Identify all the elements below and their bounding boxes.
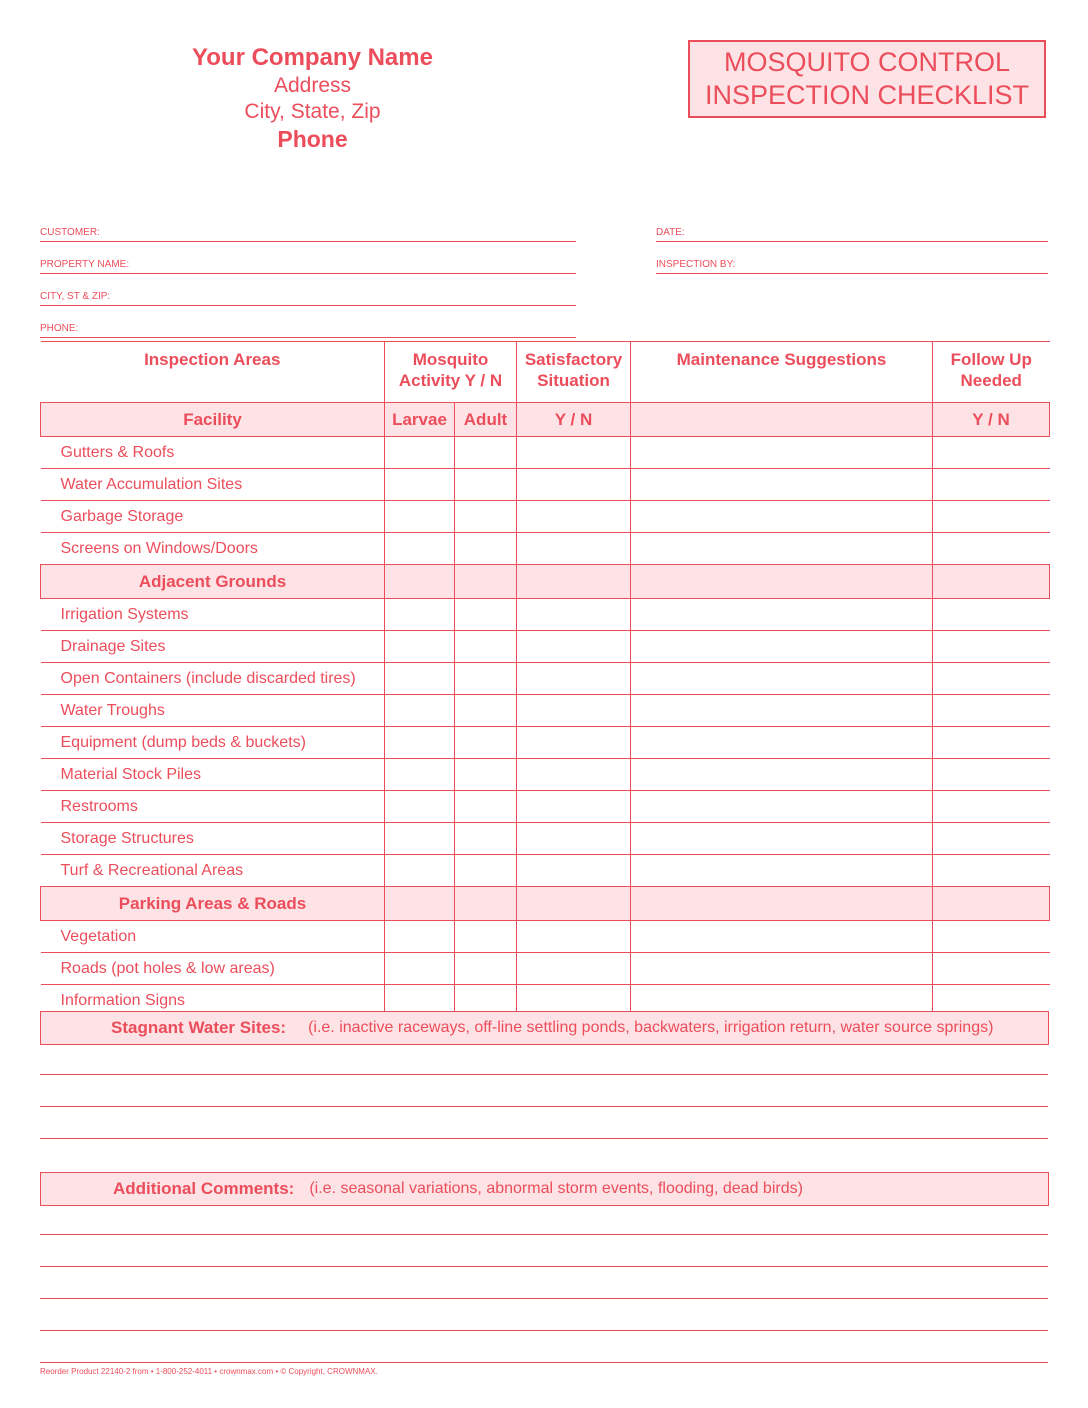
adjacent-item-label: Open Containers (include discarded tires) (41, 663, 385, 695)
maintenance-cell[interactable] (631, 727, 933, 759)
maintenance-cell[interactable] (631, 533, 933, 565)
header-inspection-areas: Inspection Areas (41, 342, 385, 403)
maintenance-cell[interactable] (631, 791, 933, 823)
larvae-cell[interactable] (385, 855, 455, 887)
facility-item-label: Screens on Windows/Doors (41, 533, 385, 565)
company-city-state-zip: City, State, Zip (244, 100, 381, 123)
followup-cell[interactable] (933, 695, 1050, 727)
followup-cell[interactable] (933, 501, 1050, 533)
larvae-cell[interactable] (385, 727, 455, 759)
maintenance-cell[interactable] (631, 759, 933, 791)
comments-line-2[interactable] (40, 1266, 1048, 1267)
satisfactory-cell[interactable] (517, 855, 631, 887)
satisfactory-cell[interactable] (517, 599, 631, 631)
adult-cell[interactable] (455, 759, 517, 791)
larvae-cell[interactable] (385, 599, 455, 631)
comments-label: Additional Comments: (113, 1179, 295, 1198)
adult-cell[interactable] (455, 727, 517, 759)
property-name-label: PROPERTY NAME: (40, 259, 130, 270)
maintenance-cell[interactable] (631, 823, 933, 855)
table-row (41, 599, 1050, 631)
satisfactory-cell[interactable] (517, 727, 631, 759)
adult-cell[interactable] (455, 855, 517, 887)
facility-item-label: Garbage Storage (41, 501, 385, 533)
table-row (41, 823, 1050, 855)
header-follow-up: Follow Up Needed (933, 342, 1050, 403)
maintenance-cell[interactable] (631, 855, 933, 887)
section-band-adjacent (41, 565, 1050, 599)
larvae-cell[interactable] (385, 921, 455, 953)
inspection-by-field[interactable] (656, 260, 1048, 274)
adult-cell[interactable] (455, 469, 517, 501)
stagnant-line-1[interactable] (40, 1074, 1048, 1075)
form-title-line2: INSPECTION CHECKLIST (704, 80, 1030, 110)
followup-cell[interactable] (933, 727, 1050, 759)
adult-cell[interactable] (455, 663, 517, 695)
table-row (41, 855, 1050, 887)
stagnant-line-3[interactable] (40, 1138, 1048, 1139)
phone-field[interactable] (40, 324, 576, 338)
table-row (41, 469, 1050, 501)
adjacent-item-label: Equipment (dump beds & buckets) (41, 727, 385, 759)
followup-cell[interactable] (933, 469, 1050, 501)
adult-cell[interactable] (455, 501, 517, 533)
inspection-by-label: INSPECTION BY: (656, 259, 736, 270)
adult-cell[interactable] (455, 953, 517, 985)
larvae-cell[interactable] (385, 469, 455, 501)
adjacent-item-label: Water Troughs (41, 695, 385, 727)
larvae-cell[interactable] (385, 791, 455, 823)
satisfactory-cell[interactable] (517, 791, 631, 823)
satisfactory-cell[interactable] (517, 759, 631, 791)
larvae-cell[interactable] (385, 663, 455, 695)
parking-item-label: Vegetation (41, 921, 385, 953)
table-row (41, 631, 1050, 663)
adult-cell[interactable] (455, 437, 517, 469)
table-row (41, 663, 1050, 695)
larvae-cell[interactable] (385, 631, 455, 663)
inspection-table (40, 341, 1050, 1017)
city-st-zip-field[interactable] (40, 292, 576, 306)
comments-band (40, 1172, 1049, 1206)
satisfactory-cell[interactable] (517, 823, 631, 855)
form-title-line1: MOSQUITO CONTROL (723, 47, 1011, 77)
adult-cell[interactable] (455, 631, 517, 663)
table-row (41, 921, 1050, 953)
followup-cell[interactable] (933, 663, 1050, 695)
facility-item-label: Water Accumulation Sites (41, 469, 385, 501)
maintenance-cell[interactable] (631, 469, 933, 501)
larvae-cell[interactable] (385, 533, 455, 565)
section-band-parking (41, 887, 1050, 921)
adjacent-item-label: Turf & Recreational Areas (41, 855, 385, 887)
customer-field[interactable] (40, 228, 576, 242)
table-row (41, 953, 1050, 985)
footer-reorder: Reorder Product 22140-2 from • 1-800-252-4011 • crownmax.com • © Copyright, CROWNMAX. (40, 1367, 378, 1376)
subheader-satisfactory-yn: Y / N (517, 403, 631, 437)
followup-cell[interactable] (933, 533, 1050, 565)
followup-cell[interactable] (933, 855, 1050, 887)
satisfactory-cell[interactable] (517, 437, 631, 469)
adult-cell[interactable] (455, 791, 517, 823)
company-phone: Phone (277, 126, 348, 152)
maintenance-cell[interactable] (631, 695, 933, 727)
larvae-cell[interactable] (385, 759, 455, 791)
larvae-cell[interactable] (385, 501, 455, 533)
comments-line-3[interactable] (40, 1298, 1048, 1299)
stagnant-water-label: Stagnant Water Sites: (111, 1018, 287, 1037)
parking-item-label: Roads (pot holes & low areas) (41, 953, 385, 985)
adjacent-item-label: Material Stock Piles (41, 759, 385, 791)
adult-cell[interactable] (455, 599, 517, 631)
comments-line-5[interactable] (40, 1362, 1048, 1363)
city-st-zip-label: CITY, ST & ZIP: (40, 291, 111, 302)
table-row (41, 791, 1050, 823)
maintenance-cell[interactable] (631, 663, 933, 695)
table-row (41, 437, 1050, 469)
table-header-row (41, 342, 1050, 403)
followup-cell[interactable] (933, 437, 1050, 469)
form-title (688, 40, 1046, 118)
section-parking-roads: Parking Areas & Roads (41, 887, 385, 921)
table-row (41, 533, 1050, 565)
followup-cell[interactable] (933, 599, 1050, 631)
followup-cell[interactable] (933, 823, 1050, 855)
satisfactory-cell[interactable] (517, 921, 631, 953)
subheader-followup-yn: Y / N (933, 403, 1050, 437)
followup-cell[interactable] (933, 953, 1050, 985)
adult-cell[interactable] (455, 533, 517, 565)
stagnant-water-hint: (i.e. inactive raceways, off-line settling ponds, backwaters, irrigation return, water source springs) (308, 1019, 994, 1036)
section-band-facility (41, 403, 1050, 437)
section-adjacent-grounds: Adjacent Grounds (41, 565, 385, 599)
table-row (41, 759, 1050, 791)
larvae-cell[interactable] (385, 437, 455, 469)
table-row (41, 501, 1050, 533)
maintenance-cell[interactable] (631, 437, 933, 469)
satisfactory-cell[interactable] (517, 501, 631, 533)
larvae-cell[interactable] (385, 823, 455, 855)
customer-label: CUSTOMER: (40, 227, 100, 238)
phone-label: PHONE: (40, 323, 79, 334)
followup-cell[interactable] (933, 791, 1050, 823)
company-address: Address (273, 74, 352, 97)
comments-hint: (i.e. seasonal variations, abnormal storm events, flooding, dead birds) (309, 1180, 803, 1197)
adult-cell[interactable] (455, 921, 517, 953)
date-field[interactable] (656, 228, 1048, 242)
adjacent-item-label: Restrooms (41, 791, 385, 823)
followup-cell[interactable] (933, 759, 1050, 791)
satisfactory-cell[interactable] (517, 695, 631, 727)
satisfactory-cell[interactable] (517, 953, 631, 985)
satisfactory-cell[interactable] (517, 533, 631, 565)
maintenance-cell[interactable] (631, 921, 933, 953)
adjacent-item-label: Storage Structures (41, 823, 385, 855)
header-satisfactory: Satisfactory Situation (517, 342, 631, 403)
followup-cell[interactable] (933, 921, 1050, 953)
subheader-maintenance-blank (631, 403, 933, 437)
table-row (41, 695, 1050, 727)
company-block (150, 44, 475, 151)
header-mosquito-activity: Mosquito Activity Y / N (385, 342, 517, 403)
section-facility: Facility (41, 403, 385, 437)
stagnant-water-band (40, 1011, 1049, 1045)
followup-cell[interactable] (933, 631, 1050, 663)
satisfactory-cell[interactable] (517, 469, 631, 501)
adjacent-item-label: Irrigation Systems (41, 599, 385, 631)
larvae-cell[interactable] (385, 953, 455, 985)
satisfactory-cell[interactable] (517, 663, 631, 695)
comments-line-1[interactable] (40, 1234, 1048, 1235)
subheader-larvae: Larvae (385, 403, 455, 437)
adjacent-item-label: Drainage Sites (41, 631, 385, 663)
date-label: DATE: (656, 227, 685, 238)
larvae-cell[interactable] (385, 695, 455, 727)
adult-cell[interactable] (455, 695, 517, 727)
maintenance-cell[interactable] (631, 599, 933, 631)
maintenance-cell[interactable] (631, 631, 933, 663)
stagnant-line-2[interactable] (40, 1106, 1048, 1107)
parking-item-label: Information Signs (41, 985, 385, 1017)
facility-item-label: Gutters & Roofs (41, 437, 385, 469)
maintenance-cell[interactable] (631, 953, 933, 985)
header-maintenance: Maintenance Suggestions (631, 342, 933, 403)
comments-line-4[interactable] (40, 1330, 1048, 1331)
maintenance-cell[interactable] (631, 501, 933, 533)
subheader-adult: Adult (455, 403, 517, 437)
adult-cell[interactable] (455, 823, 517, 855)
company-name: Your Company Name (192, 44, 433, 71)
table-row (41, 727, 1050, 759)
property-name-field[interactable] (40, 260, 576, 274)
satisfactory-cell[interactable] (517, 631, 631, 663)
